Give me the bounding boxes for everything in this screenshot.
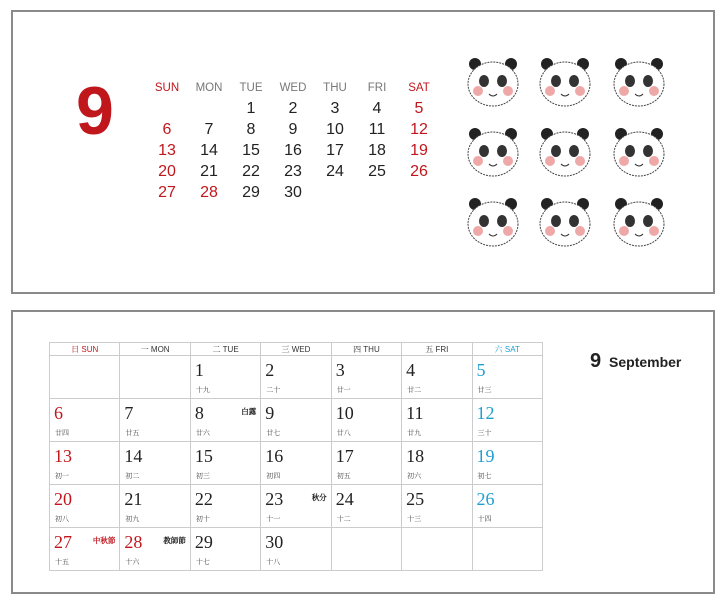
day-cell	[261, 528, 331, 571]
panda-illustration	[443, 46, 693, 256]
lunar-date: 十四	[477, 516, 492, 523]
date-cell: 28	[200, 184, 218, 201]
lunar-date: 十八	[266, 559, 281, 566]
lunar-date: 三十	[477, 430, 492, 437]
date-cell	[188, 98, 230, 119]
date-cell	[146, 98, 188, 119]
panda-face-icon	[614, 58, 664, 106]
day-number: 22	[194, 489, 213, 509]
weekday-header: FRI	[367, 82, 387, 94]
day-number: 25	[406, 489, 425, 509]
date-cell: 5	[414, 100, 424, 117]
day-cell	[402, 528, 472, 571]
lunar-date: 十六	[125, 559, 140, 566]
day-number: 6	[54, 403, 63, 423]
panda-face-icon	[614, 128, 664, 176]
day-cell	[50, 356, 120, 399]
day-cell	[261, 356, 331, 399]
day-number: 15	[194, 446, 213, 466]
date-cell: 27	[158, 184, 176, 201]
lunar-date: 廿六	[195, 430, 210, 437]
week-row	[50, 442, 543, 485]
day-number: 14	[124, 446, 143, 466]
day-number: 16	[265, 446, 284, 466]
day-number: 20	[54, 489, 72, 509]
date-cell: 25	[368, 163, 386, 180]
lunar-date: 廿三	[477, 387, 492, 394]
day-number: 8	[194, 403, 204, 423]
day-number: 21	[124, 489, 143, 509]
lunar-date: 廿九	[407, 430, 422, 437]
day-cell	[331, 356, 401, 399]
day-cell	[331, 528, 401, 571]
day-cell	[331, 485, 401, 528]
day-cell	[120, 399, 190, 442]
panda-face-icon	[540, 58, 590, 106]
panda-face-icon	[468, 128, 518, 176]
week-row	[50, 528, 543, 571]
panda-face-icon	[468, 58, 518, 106]
month-number: 9	[76, 73, 112, 149]
month-title	[590, 350, 681, 373]
top-calendar-page	[11, 10, 715, 294]
day-number: 29	[194, 532, 213, 552]
day-cell	[331, 399, 401, 442]
date-cell: 23	[284, 163, 302, 180]
date-cell: 19	[410, 142, 428, 159]
panda-face-icon	[540, 128, 590, 176]
lunar-date: 初三	[195, 473, 210, 480]
date-cell: 7	[204, 121, 214, 138]
day-cell	[261, 399, 331, 442]
date-cell: 1	[246, 100, 256, 117]
lunar-date: 廿四	[55, 430, 69, 437]
weekday-header: 二 TUE	[190, 343, 260, 356]
weekday-header: SUN	[154, 82, 180, 94]
week-row	[146, 140, 440, 161]
lunar-date: 廿五	[125, 430, 140, 437]
day-number: 18	[406, 446, 425, 466]
week-row	[146, 119, 440, 140]
day-number: 13	[54, 446, 72, 466]
date-cell: 26	[410, 163, 428, 180]
weekday-header: SAT	[408, 82, 430, 94]
festival-label: 白露	[241, 407, 257, 416]
lunar-date: 初七	[477, 473, 492, 480]
day-cell	[402, 399, 472, 442]
day-cell	[50, 528, 120, 571]
day-cell	[190, 399, 260, 442]
weekday-header: 五 FRI	[402, 343, 472, 356]
day-number: 7	[124, 403, 134, 423]
date-cell: 24	[326, 163, 344, 180]
day-cell	[190, 442, 260, 485]
date-cell: 8	[246, 121, 256, 138]
day-cell	[472, 528, 542, 571]
week-row	[50, 399, 543, 442]
weekday-header: 一 MON	[120, 343, 190, 356]
panda-face-icon	[540, 198, 590, 246]
day-number: 24	[335, 489, 354, 509]
day-number: 12	[476, 403, 495, 423]
day-cell	[402, 442, 472, 485]
date-cell: 2	[288, 100, 298, 117]
date-cell: 9	[288, 121, 298, 138]
day-number: 9	[265, 403, 275, 423]
day-cell	[120, 528, 190, 571]
lunar-date: 十九	[195, 387, 210, 394]
day-number: 19	[476, 446, 495, 466]
date-cell: 20	[158, 163, 176, 180]
day-cell	[120, 485, 190, 528]
day-number: 2	[265, 360, 275, 380]
date-cell: 11	[368, 121, 386, 138]
date-cell: 21	[200, 163, 218, 180]
lunar-date: 初五	[336, 473, 351, 480]
day-cell	[402, 356, 472, 399]
lunar-date: 廿一	[336, 387, 351, 394]
day-cell	[261, 442, 331, 485]
lunar-date: 十五	[55, 559, 69, 566]
weekday-header: MON	[195, 82, 223, 94]
month-title-number: 9	[590, 350, 602, 372]
desk-calendar-table	[49, 342, 543, 571]
mini-calendar-grid	[146, 77, 440, 203]
lunar-date: 廿七	[266, 430, 281, 437]
date-cell: 13	[158, 142, 176, 159]
day-cell	[120, 442, 190, 485]
day-cell	[402, 485, 472, 528]
lunar-date: 廿八	[336, 430, 351, 437]
week-row	[146, 161, 440, 182]
day-number: 10	[335, 403, 354, 423]
lunar-date: 廿二	[407, 387, 422, 394]
date-cell: 3	[330, 100, 340, 117]
week-row	[146, 182, 440, 203]
date-cell: 29	[242, 184, 260, 201]
lunar-date: 初六	[407, 473, 422, 480]
date-cell	[356, 182, 398, 203]
lunar-date: 初十	[195, 516, 210, 523]
lunar-date: 初一	[55, 473, 69, 480]
festival-label: 教師節	[163, 536, 186, 545]
date-cell: 14	[200, 142, 218, 159]
day-number: 5	[476, 360, 486, 380]
date-cell: 30	[284, 184, 302, 201]
date-cell: 6	[162, 121, 172, 138]
weekday-header: 三 WED	[261, 343, 331, 356]
date-cell: 18	[368, 142, 386, 159]
day-number: 3	[335, 360, 345, 380]
day-number: 17	[335, 446, 354, 466]
weekday-header: 六 SAT	[472, 343, 542, 356]
day-number: 23	[265, 489, 284, 509]
weekday-header: 四 THU	[331, 343, 401, 356]
week-row	[50, 356, 543, 399]
lunar-date: 初九	[125, 516, 140, 523]
festival-label: 秋分	[311, 493, 327, 502]
weekday-header: THU	[323, 82, 347, 94]
day-cell	[190, 528, 260, 571]
date-cell: 10	[326, 121, 344, 138]
date-cell	[398, 182, 440, 203]
weekday-header: 日 SUN	[50, 343, 120, 356]
date-cell: 15	[242, 142, 260, 159]
day-cell	[50, 442, 120, 485]
panda-face-icon	[614, 198, 664, 246]
day-cell	[261, 485, 331, 528]
day-number: 27	[54, 532, 72, 552]
lunar-date: 初二	[125, 473, 140, 480]
day-cell	[190, 356, 260, 399]
month-title-name: September	[609, 354, 682, 370]
date-cell	[314, 182, 356, 203]
bottom-calendar-page	[11, 310, 715, 594]
date-cell: 12	[410, 121, 428, 138]
day-cell	[472, 485, 542, 528]
week-row	[146, 98, 440, 119]
lunar-date: 初八	[55, 516, 69, 523]
weekday-header: TUE	[239, 82, 263, 94]
day-cell	[472, 356, 542, 399]
festival-label: 中秋節	[92, 536, 116, 545]
day-number: 11	[406, 403, 424, 423]
lunar-date: 十一	[266, 516, 281, 523]
lunar-date: 十七	[195, 559, 210, 566]
week-row	[50, 485, 543, 528]
day-cell	[190, 485, 260, 528]
day-cell	[50, 485, 120, 528]
day-number: 30	[265, 532, 284, 552]
date-cell: 4	[372, 100, 382, 117]
date-cell: 17	[326, 142, 344, 159]
date-cell: 16	[284, 142, 302, 159]
day-cell	[472, 442, 542, 485]
lunar-date: 初四	[266, 473, 281, 480]
lunar-date: 十三	[407, 516, 422, 523]
weekday-header: WED	[279, 82, 307, 94]
day-cell	[50, 399, 120, 442]
day-number: 26	[476, 489, 495, 509]
date-cell: 22	[242, 163, 260, 180]
day-cell	[472, 399, 542, 442]
day-cell	[331, 442, 401, 485]
day-number: 4	[406, 360, 416, 380]
day-number: 28	[124, 532, 143, 552]
day-cell	[120, 356, 190, 399]
day-number: 1	[194, 360, 204, 380]
panda-face-icon	[468, 198, 518, 246]
lunar-date: 二十	[266, 387, 281, 394]
lunar-date: 十二	[336, 516, 351, 523]
